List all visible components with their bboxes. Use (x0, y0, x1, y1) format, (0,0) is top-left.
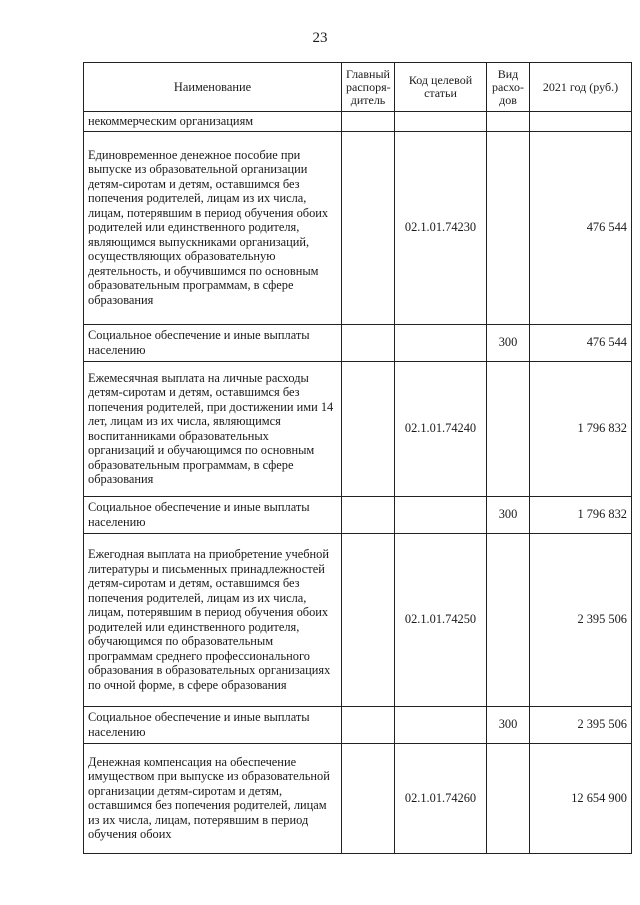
row-name: некоммерческим организациям (84, 112, 342, 132)
row-code: 02.1.01.74240 (395, 361, 487, 496)
row-amount: 476 544 (530, 324, 632, 361)
row-expense-type (487, 131, 530, 324)
row-code (395, 706, 487, 743)
table-row (84, 324, 632, 361)
row-code: 02.1.01.74250 (395, 533, 487, 706)
row-admin (342, 533, 395, 706)
row-expense-type (487, 533, 530, 706)
header-amount: 2021 год (руб.) (530, 63, 632, 112)
row-admin (342, 743, 395, 853)
row-expense-type: 300 (487, 324, 530, 361)
row-code: 02.1.01.74230 (395, 131, 487, 324)
row-expense-type (487, 361, 530, 496)
row-name: Единовременное денежное пособие при выпуске из образовательной организации детям-сиротам и детям, оставшимся без попечения родителей, лицам из их числа, лицам, потерявшим в период обучения обоих родителей или единственного родителя, являющимся выпускниками организаций, осуществляющих образовательную деятельность, и обучившимся по основным образовательным программам, в сфере образования (84, 131, 342, 324)
row-admin (342, 361, 395, 496)
row-code: 02.1.01.74260 (395, 743, 487, 853)
table-row (84, 706, 632, 743)
row-name: Социальное обеспечение и иные выплаты населению (84, 706, 342, 743)
header-admin: Главный распоря-дитель (342, 63, 395, 112)
table-row (84, 112, 632, 132)
row-amount: 1 796 832 (530, 361, 632, 496)
table-row (84, 533, 632, 706)
row-expense-type: 300 (487, 496, 530, 533)
row-expense-type (487, 112, 530, 132)
row-expense-type: 300 (487, 706, 530, 743)
row-amount: 2 395 506 (530, 706, 632, 743)
row-admin (342, 706, 395, 743)
row-code (395, 496, 487, 533)
row-amount: 476 544 (530, 131, 632, 324)
row-admin (342, 324, 395, 361)
row-admin (342, 112, 395, 132)
row-name: Социальное обеспечение и иные выплаты населению (84, 496, 342, 533)
row-amount: 1 796 832 (530, 496, 632, 533)
row-admin (342, 131, 395, 324)
row-amount: 12 654 900 (530, 743, 632, 853)
page-number: 23 (312, 30, 328, 46)
row-expense-type (487, 743, 530, 853)
table-row (84, 131, 632, 324)
row-amount (530, 112, 632, 132)
table-row (84, 361, 632, 496)
table-row (84, 743, 632, 853)
row-name: Денежная компенсация на обеспечение имуществом при выпуске из образовательной организации детям-сиротам и детям, оставшимся без попечения родителей, лицам из их числа, лицам, потерявшим в период обучения обоих (84, 743, 342, 853)
row-admin (342, 496, 395, 533)
budget-table (83, 62, 632, 854)
row-code (395, 324, 487, 361)
table-row (84, 496, 632, 533)
header-expense-type: Вид расхо-дов (487, 63, 530, 112)
table-header-row (84, 63, 632, 112)
header-code: Код целевой статьи (395, 63, 487, 112)
row-code (395, 112, 487, 132)
row-name: Социальное обеспечение и иные выплаты населению (84, 324, 342, 361)
header-name: Наименование (84, 63, 342, 112)
row-amount: 2 395 506 (530, 533, 632, 706)
row-name: Ежемесячная выплата на личные расходы детям-сиротам и детям, оставшимся без попечения родителей, при достижении ими 14 лет, лицам из их числа, являющимся воспитанниками образовательных организаций и обучающимся по основным образовательным программам, в сфере образования (84, 361, 342, 496)
row-name: Ежегодная выплата на приобретение учебной литературы и письменных принадлежностей детям-сиротам и детям, оставшимся без попечения родителей, лицам из их числа, лицам, потерявшим в период обучения обоих родителей или единственного родителя, обучающимся по образовательным программам среднего профессионального образования в образовательных организациях по очной форме, в сфере образования (84, 533, 342, 706)
